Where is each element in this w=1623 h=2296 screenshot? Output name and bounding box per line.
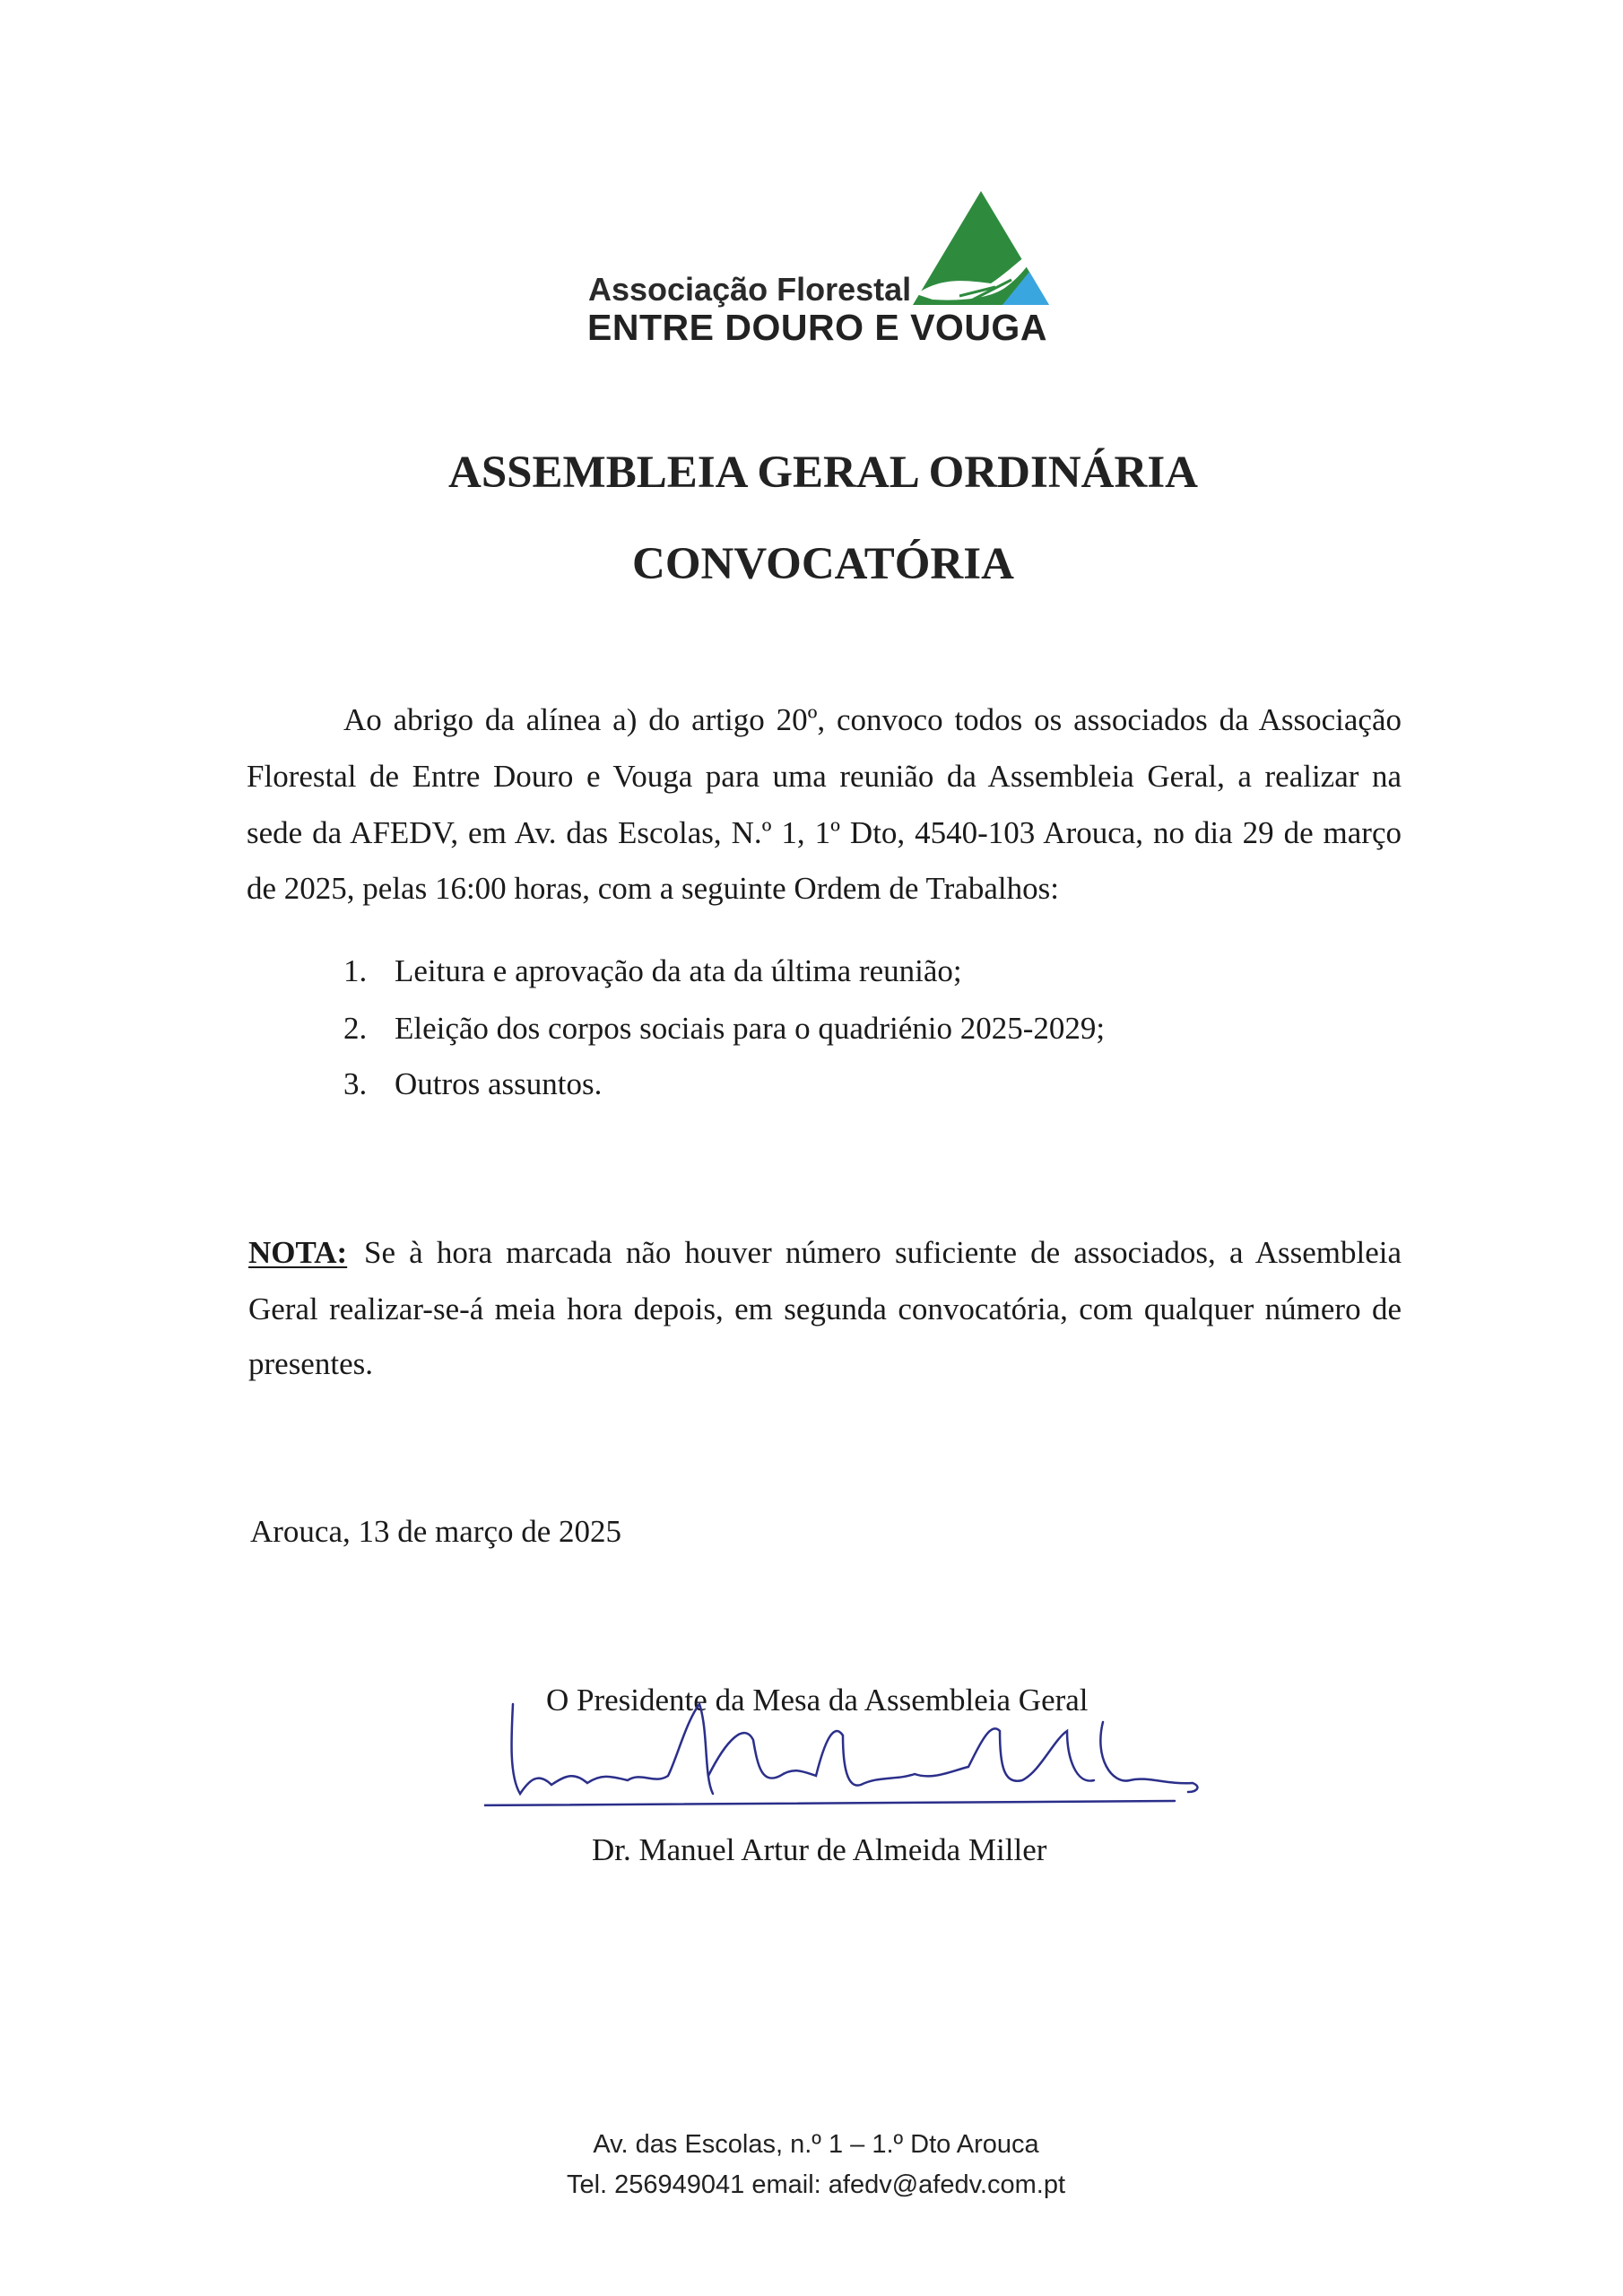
signatory-role: O Presidente da Mesa da Assembleia Geral	[546, 1683, 1089, 1718]
intro-line: Ao abrigo da alínea a) do artigo 20º, convoco todos os associados da Associação	[343, 702, 1402, 737]
agenda-item: Eleição dos corpos sociais para o quadriénio 2025-2029;	[395, 1011, 1106, 1046]
intro-line: Florestal de Entre Douro e Vouga para uma reunião da Assembleia Geral, a realizar na	[247, 759, 1402, 794]
note-line: Geral realizar-se-á meia hora depois, em segunda convocatória, com qualquer número de	[248, 1292, 1402, 1326]
logo-triangle-icon	[906, 187, 1058, 312]
date-place: Arouca, 13 de março de 2025	[250, 1514, 622, 1549]
logo-text-line1: Associação Florestal	[588, 271, 912, 308]
signatory-name: Dr. Manuel Artur de Almeida Miller	[592, 1832, 1047, 1867]
footer-contact: Tel. 256949041 email: afedv@afedv.com.pt	[566, 2170, 1066, 2199]
agenda-item: Outros assuntos.	[395, 1066, 603, 1101]
note-line: Se à hora marcada não houver número suficiente de associados, a Assembleia	[364, 1235, 1402, 1270]
agenda-number: 3.	[343, 1066, 368, 1101]
agenda-number: 1.	[343, 953, 368, 988]
document-title: ASSEMBLEIA GERAL ORDINÁRIA	[447, 448, 1199, 498]
handwritten-signature	[484, 1686, 1202, 1812]
footer-address: Av. das Escolas, n.º 1 – 1.º Dto Arouca	[593, 2130, 1039, 2159]
agenda-number: 2.	[343, 1011, 368, 1046]
intro-line: sede da AFEDV, em Av. das Escolas, N.º 1, 1º Dto, 4540-103 Arouca, no dia 29 de março	[247, 815, 1402, 850]
agenda-item: Leitura e aprovação da ata da última reunião;	[395, 953, 962, 988]
logo-text-line2: ENTRE DOURO E VOUGA	[587, 307, 1047, 348]
document-subtitle: CONVOCATÓRIA	[632, 539, 1014, 589]
note-label: NOTA:	[248, 1235, 348, 1270]
note-line: presentes.	[248, 1346, 373, 1381]
intro-line: de 2025, pelas 16:00 horas, com a seguinte Ordem de Trabalhos:	[247, 871, 1059, 906]
